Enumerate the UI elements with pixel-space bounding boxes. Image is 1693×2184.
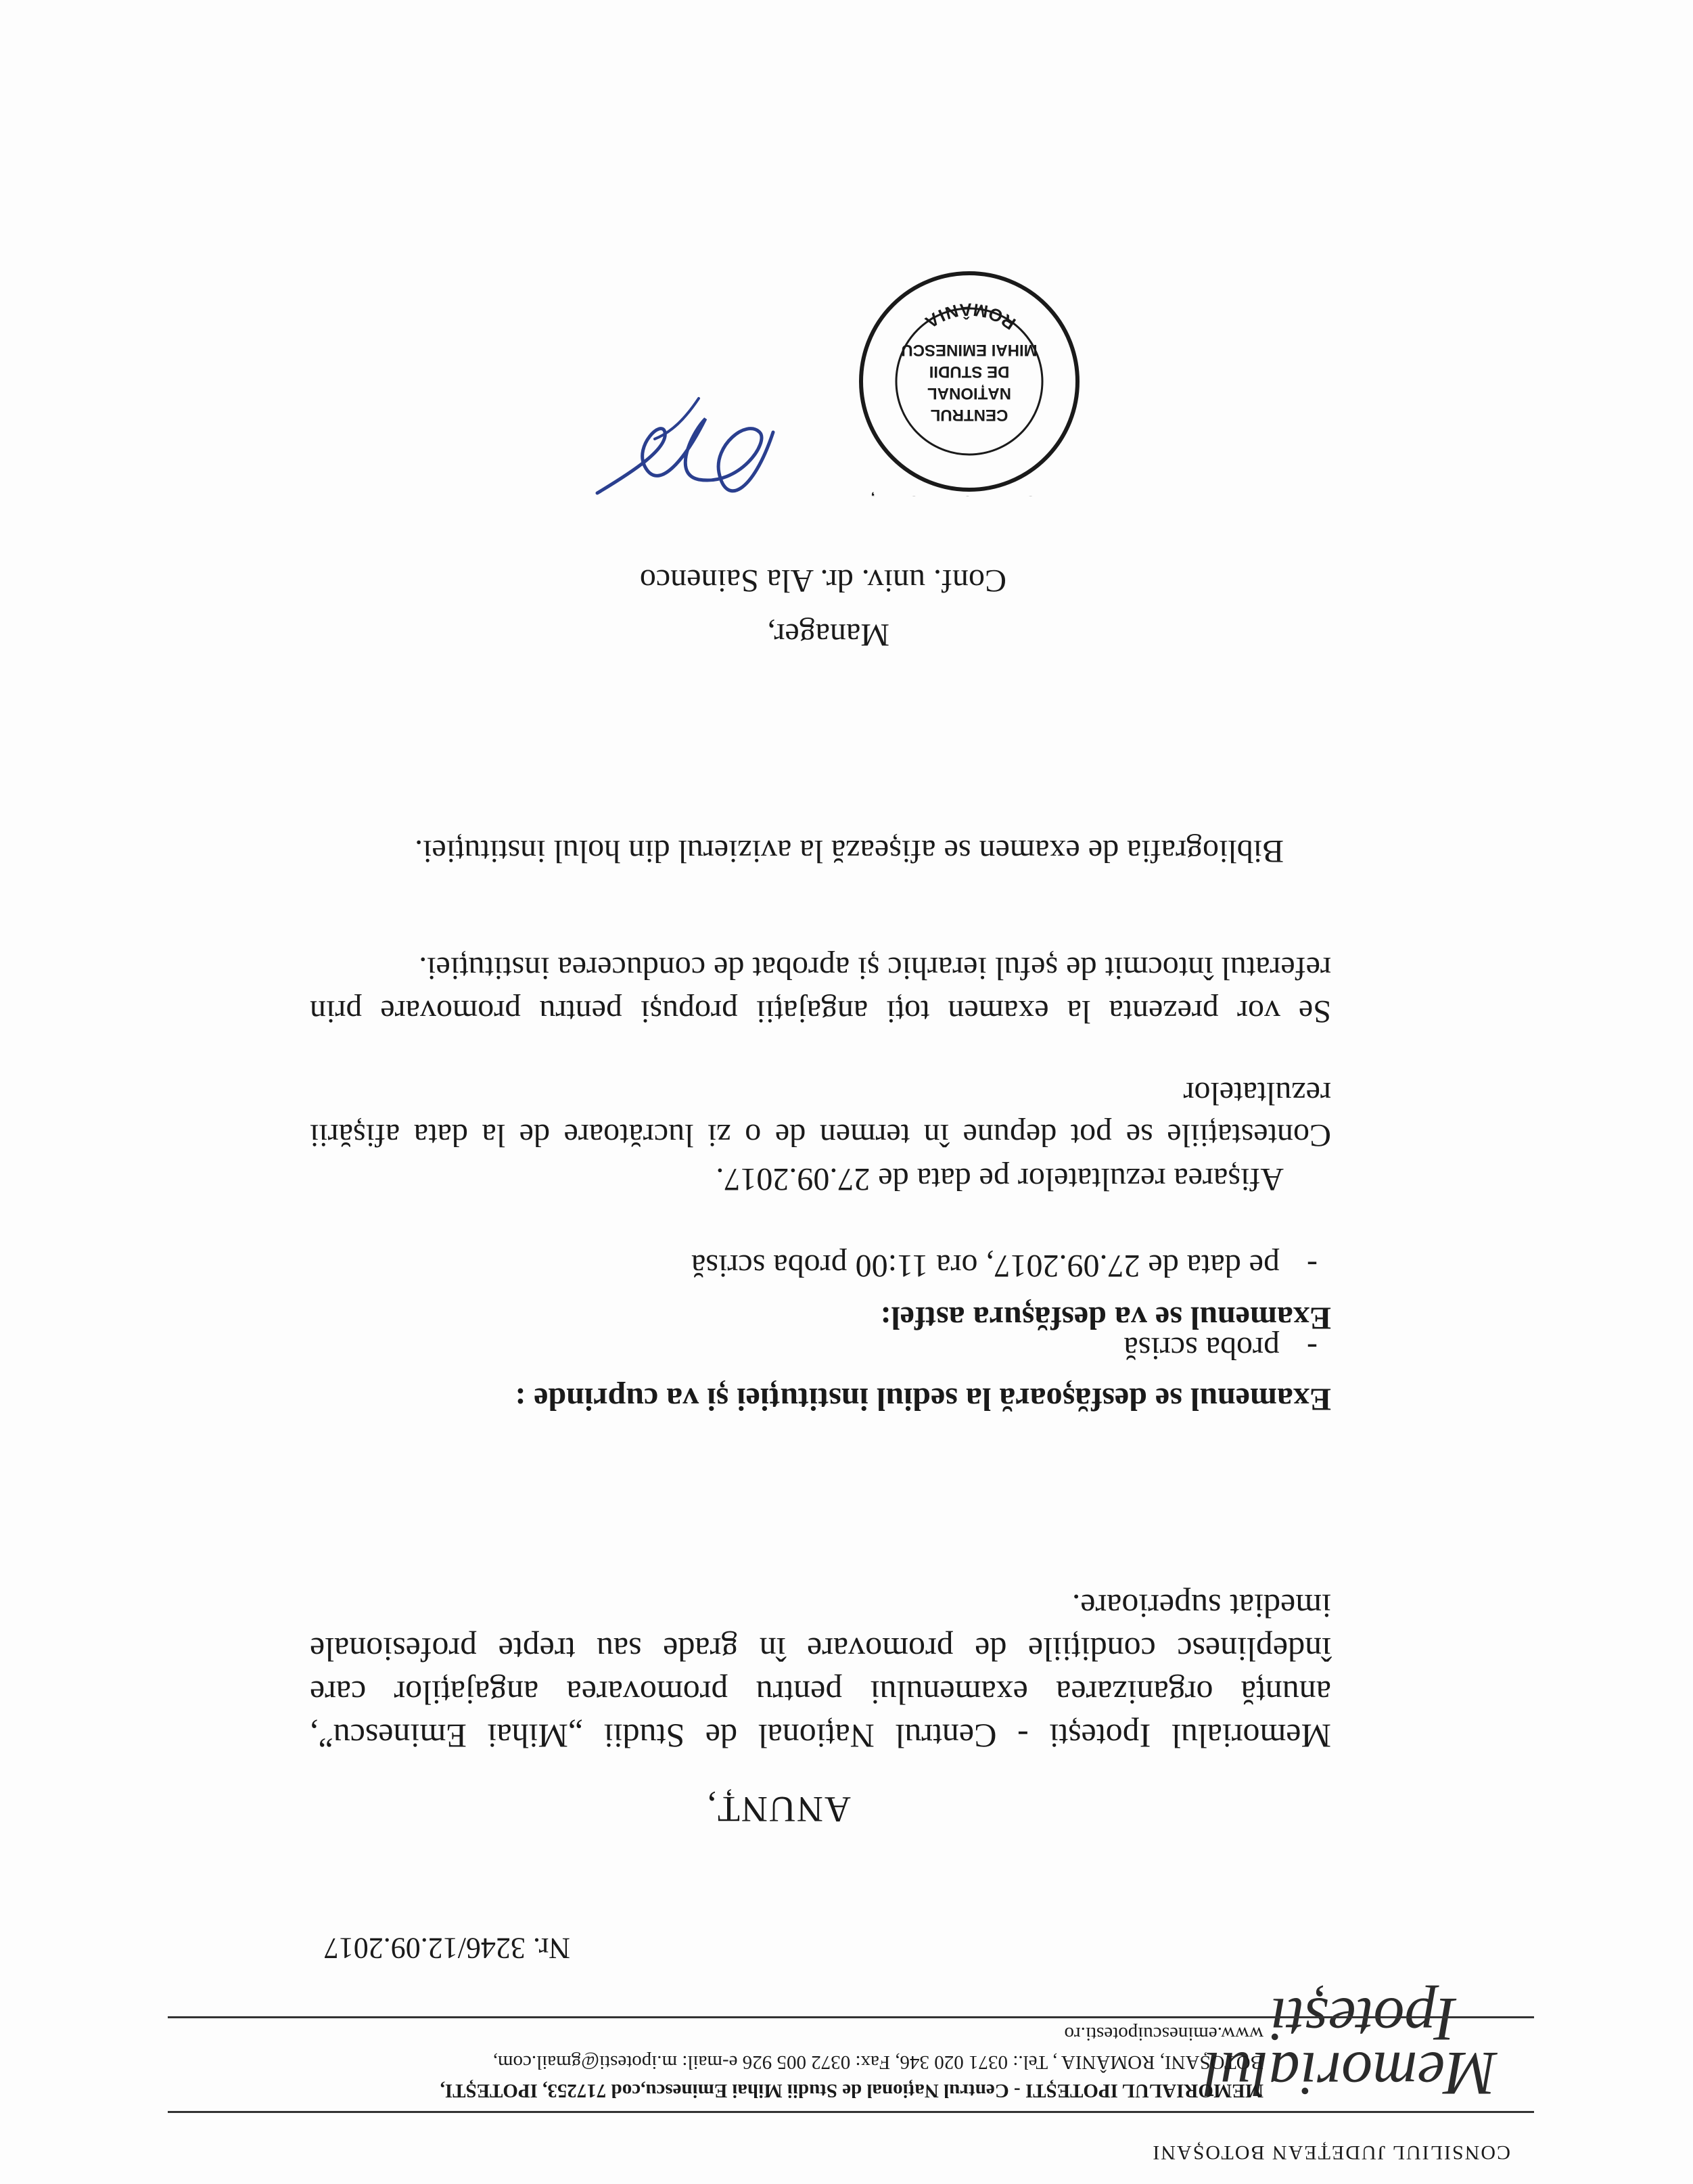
candidates-line: Se vor prezenta la examen toți angajații propuși pentru promovare prin [310, 994, 1331, 1029]
manager-name: Conf. univ. dr. Ala Sainenco [639, 563, 1006, 599]
intro-paragraph [310, 1585, 1331, 1758]
stamp-center-line: MIHAI EMINESCU [901, 341, 1038, 359]
document-title: ANUNȚ, [705, 1789, 851, 1830]
manager-signature [577, 385, 800, 534]
stamp-center-line: DE STUDII [929, 363, 1010, 381]
bibliography-text: Bibliografia de examen se afișează la avizierul din holul instituției. [415, 833, 1284, 869]
intro-line: anunță organizarea examenului pentru promovarea angajaților care [310, 1674, 1331, 1712]
intro-line: imediat superioare. [1071, 1587, 1331, 1625]
stamp-seal [854, 266, 1084, 496]
intro-line: îndeplinesc condițiile de promovare în grade sau trepte profesionale [310, 1631, 1331, 1669]
document-number: Nr. 3246/12.09.2017 [323, 1932, 570, 1965]
stamp-ring-text [854, 492, 1084, 496]
stamp-center-line: NAȚIONAL [927, 384, 1011, 402]
header-contact-block [168, 2020, 1263, 2105]
exam-format-heading: Examenul se va desfășura astfel: [880, 1300, 1331, 1336]
bullet-text: pe data de 27.09.2017, ora 11:00 proba scrisă [691, 1248, 1280, 1284]
stamp-center-line: CENTRUL [930, 406, 1008, 424]
bullet-dash: - [1307, 1330, 1318, 1366]
signature-scribble [577, 385, 800, 534]
bullet-text: proba scrisă [1123, 1330, 1280, 1366]
council-name: CONSILIUL JUDEȚEAN BOTOȘANI [1151, 2141, 1510, 2164]
exam-place-heading: Examenul se desfășoară la sediul instituției și va cuprinde : [515, 1381, 1331, 1417]
exam-schedule-bullet [691, 1247, 1318, 1284]
header-contact-line: BOTOȘANI, ROMÂNIA , Tel.: 0371 020 346, Fax: 0372 005 926 e-mail: m.ipotesti@gmail.com, [492, 2051, 1263, 2073]
appeals-line: Contestațiile se pot depune în termen de o zi lucrătoare de la data afișării [310, 1117, 1331, 1153]
memorial-logo [1203, 1974, 1497, 2110]
logo-text-ipotesti: Ipotești [1270, 1985, 1456, 2054]
results-display-text: Afișarea rezultatelor pe data de 27.09.2017. [716, 1161, 1284, 1197]
candidates-line: referatul întocmit de șeful ierarhic și aprobat de conducerea instituției. [419, 950, 1331, 986]
official-stamp [854, 266, 1084, 496]
appeals-line: rezultatelor [1183, 1075, 1331, 1111]
intro-line: Memorialul Ipotești - Centrul Național de Studii „Mihai Eminescu”, [310, 1717, 1331, 1755]
logo-text-memorialul: Memorialul [1203, 2039, 1497, 2108]
header-institution-line: MEMORIALUL IPOTEȘTI - Centrul Național de Studii Mihai Eminescu,cod 717253, IPOTEȘTI, [440, 2080, 1263, 2101]
manager-label: Manager, [767, 617, 889, 653]
stamp-bottom-text: ROMÂNIA [919, 299, 1019, 334]
candidates-paragraph [310, 946, 1331, 1033]
bullet-dash: - [1307, 1248, 1318, 1284]
appeals-paragraph [310, 1072, 1331, 1156]
header-website-line: www.eminescuipotesti.ro [1064, 2023, 1263, 2045]
header-rule-top [168, 2111, 1534, 2113]
header-rule-bottom [168, 2016, 1534, 2018]
